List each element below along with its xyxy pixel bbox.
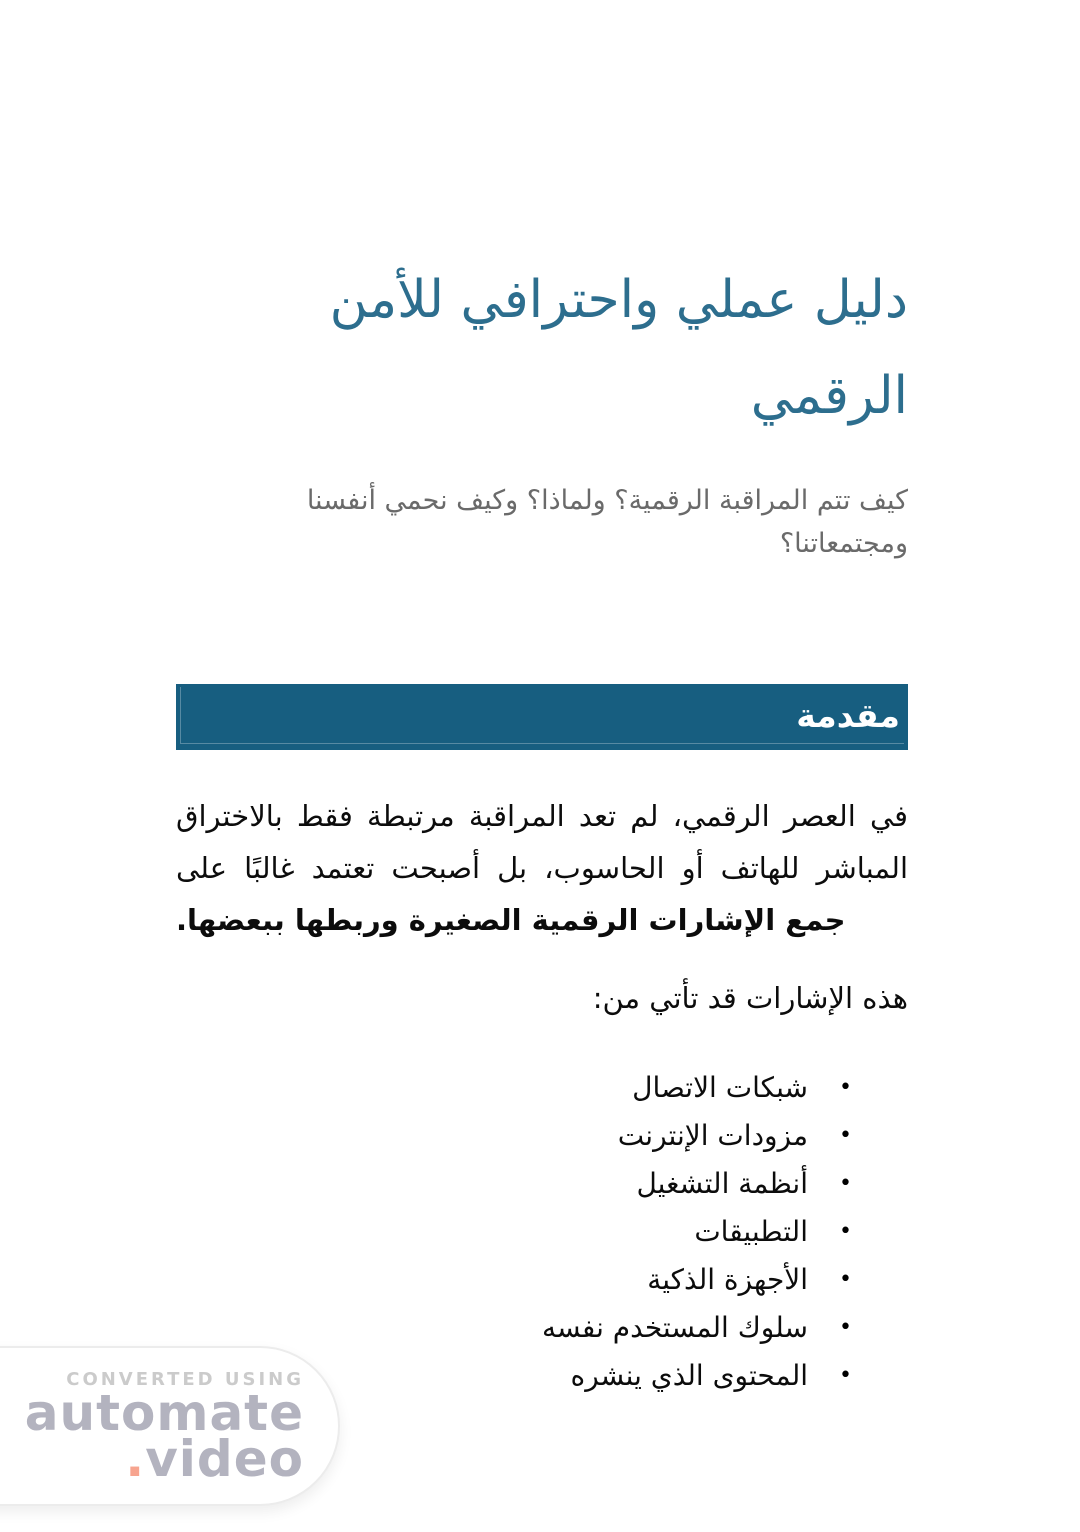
list-item-label: التطبيقات xyxy=(694,1214,808,1248)
watermark-video-logo xyxy=(125,1429,304,1488)
bullet-icon: • xyxy=(839,1266,852,1292)
page-subtitle: كيف تتم المراقبة الرقمية؟ ولماذا؟ وكيف نحمي أنفسنا ومجتمعاتنا؟ xyxy=(306,485,908,560)
signals-lead-in: هذه الإشارات قد تأتي من: xyxy=(592,981,908,1016)
document-content xyxy=(176,0,908,1400)
automate-video-watermark[interactable] xyxy=(0,1346,340,1506)
bullet-icon: • xyxy=(839,1122,852,1148)
watermark-video-word: video xyxy=(145,1429,304,1488)
list-item-label: سلوك المستخدم نفسه xyxy=(541,1310,808,1344)
list-item xyxy=(176,1064,852,1112)
list-item-label: أنظمة التشغيل xyxy=(636,1166,808,1200)
page-title xyxy=(176,252,908,444)
list-item-label: شبكات الاتصال xyxy=(632,1070,808,1104)
intro-paragraph xyxy=(176,790,908,947)
watermark-converted-using-label: CONVERTED USING xyxy=(66,1369,304,1391)
section-header-label: مقدمة xyxy=(796,695,900,735)
section-header-introduction xyxy=(176,684,908,750)
bullet-icon: • xyxy=(839,1218,852,1244)
bullet-icon: • xyxy=(839,1074,852,1100)
watermark-automate-logo: automate xyxy=(24,1383,304,1442)
list-item xyxy=(176,1304,852,1352)
list-item-label: مزودات الإنترنت xyxy=(617,1118,808,1152)
bullet-icon: • xyxy=(839,1314,852,1340)
list-item-label: المحتوى الذي ينشره xyxy=(570,1358,808,1392)
list-item xyxy=(176,1160,852,1208)
list-item-label: الأجهزة الذكية xyxy=(647,1262,808,1296)
signal-sources-list xyxy=(176,1064,908,1400)
page-title-line-2: الرقمي xyxy=(750,366,908,427)
list-item xyxy=(176,1112,852,1160)
bullet-icon: • xyxy=(839,1170,852,1196)
watermark-dot-icon: . xyxy=(125,1429,146,1488)
list-item xyxy=(176,1208,852,1256)
intro-paragraph-bold: جمع الإشارات الرقمية الصغيرة وربطها ببعضها. xyxy=(176,902,846,937)
intro-paragraph-normal: في العصر الرقمي، لم تعد المراقبة مرتبطة فقط بالاختراق المباشر للهاتف أو الحاسوب، بل أصبحت تعتمد غالبًا على xyxy=(176,798,908,885)
bullet-icon: • xyxy=(839,1362,852,1388)
list-item xyxy=(176,1256,852,1304)
page-title-line-1: دليل عملي واحترافي للأمن xyxy=(329,270,908,330)
